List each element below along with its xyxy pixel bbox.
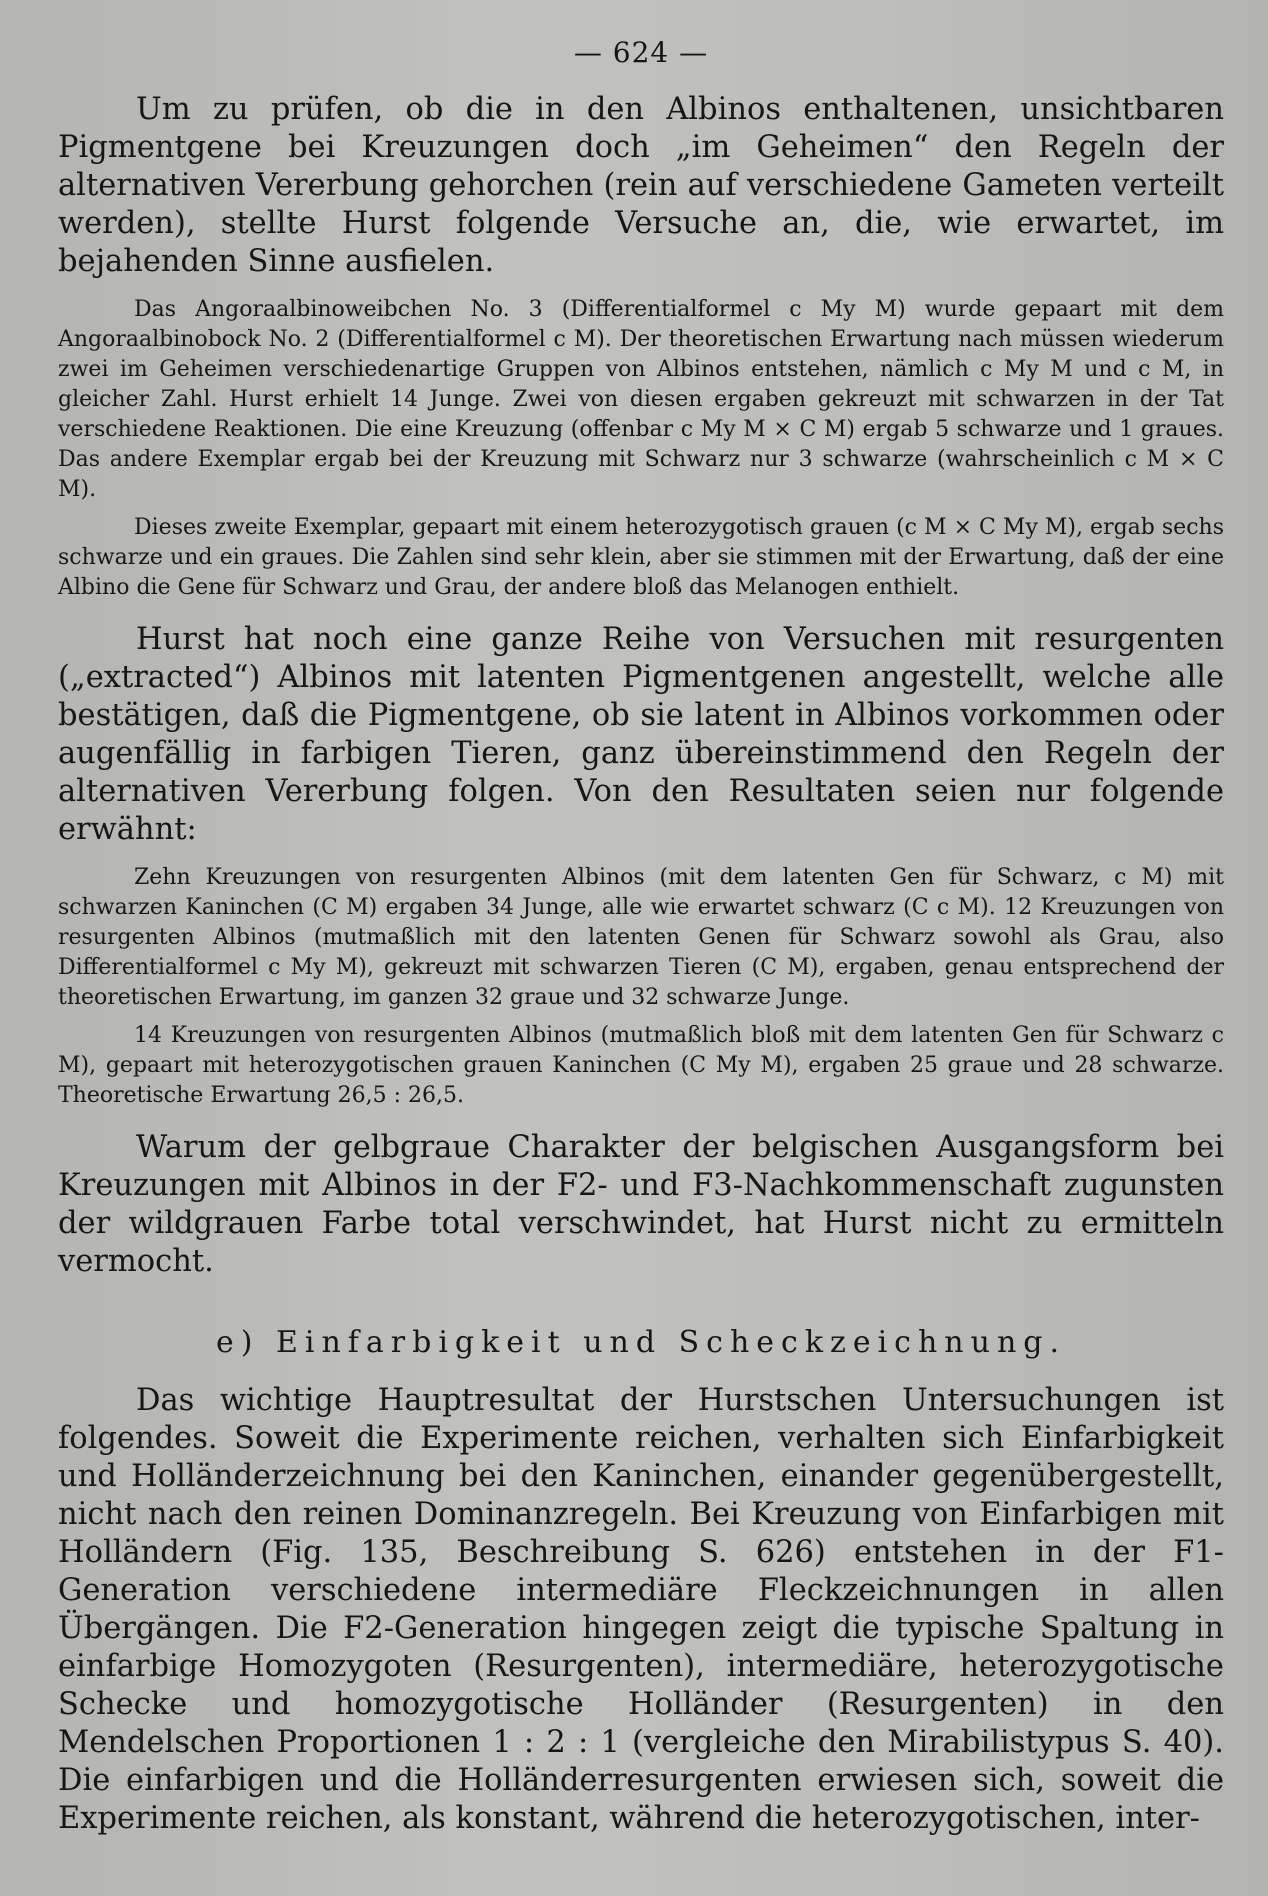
paragraph-ten-crosses: Zehn Kreuzungen von resurgenten Albinos (mit dem latenten Gen für Schwarz, c M) mit schwarzen Kaninchen (C M) ergaben 34 Junge, alle wie erwartet schwarz (C c M). 12 Kreuzungen von resurgenten Albinos (mutmaßlich mit den latenten Genen für Schwarz sowohl als Grau, also Differentialformel c My M), gekreuzt mit schwarzen Tieren (C M), ergaben, genau entsprechend der theoretischen Erwartung, im ganzen 32 graue und 32 schwarze Junge. [58,865,1224,1010]
paragraph-resurgent-albinos: Hurst hat noch eine ganze Reihe von Versuchen mit resurgenten („extracted“) Albinos mit latenten Pigmentgenen angestellt, welche alle bestätigen, daß die Pigmentgene, ob sie latent in Albinos vorkommen oder augenfällig in farbigen Tieren, ganz übereinstimmend den Regeln der alternativen Vererbung folgen. Von den Resultaten seien nur folgende erwähnt: [58,622,1224,847]
paragraph-main-result: Das wichtige Hauptresultat der Hurstschen Untersuchungen ist folgendes. Soweit die Experimente reichen, verhalten sich Einfarbigkeit und Holländerzeichnung bei den Kaninchen, einander gegenübergestellt, nicht nach den reinen Dominanzregeln. Bei Kreuzung von Einfarbigen mit Holländern (Fig. 135, Beschreibung S. 626) entstehen in der F1-Generation verschiedene intermediäre Fleckzeichnungen in allen Übergängen. Die F2-Generation hingegen zeigt die typische Spaltung in einfarbige Homozygoten (Resurgenten), intermediäre, heterozygotische Schecke und homozygotische Holländer (Resurgenten) in den Mendelschen Proportionen 1 : 2 : 1 (vergleiche den Mirabilistypus S. 40). Die einfarbigen und die Holländerresurgenten erwiesen sich, soweit die Experimente reichen, als konstant, während die heterozygotischen, inter- [58,1383,1224,1836]
paragraph-fourteen-crosses: 14 Kreuzungen von resurgenten Albinos (mutmaßlich bloß mit dem latenten Gen für Schwarz c M), gepaart mit heterozygotischen grauen Kaninchen (C My M), ergaben 25 graue und 28 schwarze. Theoretische Erwartung 26,5 : 26,5. [58,1023,1224,1108]
paragraph-second-exemplar: Dieses zweite Exemplar, gepaart mit einem heterozygotisch grauen (c M × C My M), ergab sechs schwarze und ein graues. Die Zahlen sind sehr klein, aber sie stimmen mit der Erwartung, daß der eine Albino die Gene für Schwarz und Grau, der andere bloß das Melanogen enthielt. [58,515,1224,600]
paragraph-angora-experiment: Das Angoraalbinoweibchen No. 3 (Differentialformel c My M) wurde gepaart mit dem Angoraalbinobock No. 2 (Differentialformel c M). Der theoretischen Erwartung nach müssen wiederum zwei im Geheimen verschiedenartige Gruppen von Albinos entstehen, nämlich c My M und c M, in gleicher Zahl. Hurst erhielt 14 Junge. Zwei von diesen ergaben gekreuzt mit schwarzen in der Tat verschiedene Reaktionen. Die eine Kreuzung (offenbar c My M × C M) ergab 5 schwarze und 1 graues. Das andere Exemplar ergab bei der Kreuzung mit Schwarz nur 3 schwarze (wahrscheinlich c M × C M). [58,297,1224,502]
section-heading: e) Einfarbigkeit und Scheckzeichnung. [215,1325,1067,1360]
paragraph-intro: Um zu prüfen, ob die in den Albinos enthaltenen, unsichtbaren Pigmentgene bei Kreuzungen doch „im Geheimen“ den Regeln der alternativen Vererbung gehorchen (rein auf verschiedene Gameten verteilt werden), stellte Hurst folgende Versuche an, die, wie erwartet, im bejahenden Sinne ausfielen. [58,92,1224,279]
page-number: — 624 — [573,36,709,69]
paragraph-yellow-grey-character: Warum der gelbgraue Charakter der belgischen Ausgangsform bei Kreuzungen mit Albinos in der F2- und F3-Nachkommenschaft zugunsten der wildgrauen Farbe total verschwindet, hat Hurst nicht zu ermitteln vermocht. [58,1130,1224,1279]
